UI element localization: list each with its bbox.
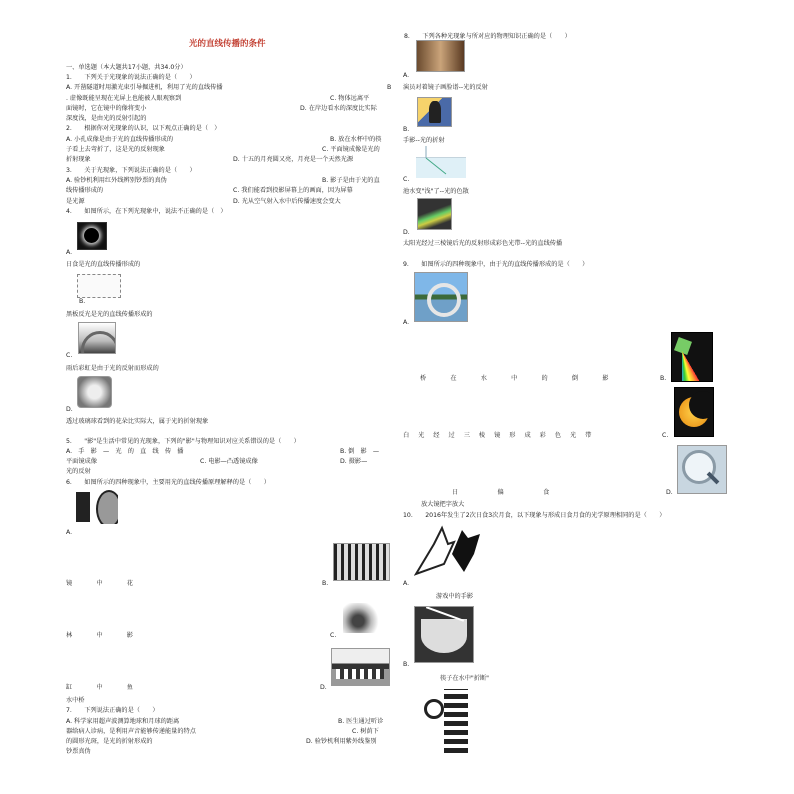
q2-option-b: B. 放在水杯中的筷 [330,136,382,143]
q7-option-b: B. 医生通过听诊 [338,718,384,725]
q2-stem: 2. 根据你对光现象的认识，以下观点正确的是（ ） [66,125,221,132]
q6-option-c-letter: C. [330,632,337,639]
q7-option-d: D. 验钞机利用紫外线鉴别 [306,738,377,745]
q4-option-c-letter: C. [66,352,73,359]
q9-option-c: 日 偏 食 [452,489,559,496]
q2-line4: 折射现象 [66,156,91,163]
q5-line3: 光的反射 [66,468,91,475]
q3-option-b: B. 影子是由于光的直 [322,177,380,184]
q4-stem: 4. 如图所示，在下列光现象中，说法不正确的是（ ） [66,208,227,215]
q9-image-bridge-reflection [414,272,468,322]
q1-option-d: D. 在岸边看水的深度比实际 [300,105,377,112]
q2-line3: 子看上去弯折了，这是光的反射现象 [66,146,165,153]
q10-image-chopsticks-in-water [414,606,474,663]
q10-image-swan-shadow [414,689,472,753]
q4-image-blackboard [77,274,121,298]
q8-option-d: 太阳光经过三棱镜后光的反射形成彩色光带--光的直线传播 [403,240,563,247]
q6-stem: 6. 如图所示的四种现象中，主要用光的直线传播原理解释的是（ ） [66,479,270,486]
q1-option-c: C. 物体远离平 [330,95,370,102]
q10-option-b-letter: B. [403,661,410,668]
q7-option-a: A. 科学家用超声波测算地球和月球的距离 [66,718,180,725]
q1-option-b: . 虚像既能呈现在光屏上也能被人眼观察到 [66,95,182,102]
q6-image-fish-tank [343,603,381,633]
q9-option-b-letter: B. [660,375,667,382]
q8-option-b-letter: B. [403,126,410,133]
q6-option-a-letter: A. [66,529,73,536]
q6-option-b-letter: B. [322,580,329,587]
q10-option-b: 筷子在水中"折断" [440,675,490,682]
q9-option-a-letter: A. [403,319,410,326]
q7-line3: 器给病人诊病，是利用声音能够传递能量的特点 [66,728,196,735]
q8-option-a: 演员对着镜子画脸谱--光的反射 [403,84,488,91]
q4-option-b-letter: B. [79,298,86,305]
q9-option-a: 桥 在 水 中 的 倒 影 [420,375,618,382]
q2-option-c: C. 平面镜成像是光的 [322,146,380,153]
section-heading: 一、单选题（本大题共17小题，共34.0分） [66,64,187,71]
q10-stem: 10. 2016年发生了2次日食3次月食，以下现象与形成日食月食的光学原理相同的是（ ） [403,512,666,519]
q9-option-d-letter: D. [666,489,673,496]
q8-image-mirror-painting [416,40,465,72]
q4-option-d: 透过玻璃球看到的花朵比实际大，属于光的折射现象 [66,418,209,425]
q8-image-prism [417,198,452,230]
q5-stem: 5. "影"是生活中常见的光现象，下列的"影"与物理知识对应关系错误的是（ ） [66,438,300,445]
q4-image-solar-eclipse [77,222,107,250]
q6-image-mirror-flower [76,490,118,524]
q3-stem: 3. 关于光现象，下列说法正确的是（ ） [66,167,196,174]
q7-line4: 的圆形光斑，是光的折射形成的 [66,738,153,745]
q4-option-d-letter: D. [66,406,73,413]
q8-stem: 8. 下列各种光现象与所对应的物理知识正确的是（ ） [404,33,571,40]
q6-image-forest-shadow [333,543,390,581]
q1-stem: 1. 下列关于光现象的说法正确的是（ ） [66,74,196,81]
q9-option-d: 放大镜把字放大 [421,501,465,508]
q8-image-hand-shadow [417,97,452,127]
q5-option-d: D. 摄影— [340,458,368,465]
q5-option-b: B. 倒 影 — [340,448,380,455]
q10-option-a-letter: A. [403,580,410,587]
q1-line4: 深度浅，是由光的反射引起的 [66,115,147,122]
q5-line2: 平面镜成像 [66,458,97,465]
q9-option-b: 白光经过三棱镜形成彩色光带 [403,432,601,439]
q6-option-c: 缸 中 鱼 [66,684,142,691]
q3-line4: 是光源 [66,198,85,205]
q4-option-b: 黑板反光是光的直线传播形成的 [66,311,153,318]
q3-option-a: A. 验钞机利用红外线辨别钞票的真伪 [66,177,167,184]
q4-image-rainbow [78,322,116,354]
q8-option-b: 手影--光的折射 [403,137,445,144]
q9-image-prism-spectrum [671,332,713,382]
q6-option-d-letter: D. [320,684,327,691]
q9-image-magnifier [677,445,727,494]
q1-option-a: A. 开凿隧道时用激光束引导掘进机，利用了光的直线传播 [66,84,223,91]
q10-image-hand-shadow [414,524,482,581]
q7-stem: 7. 下列说法正确的是（ ） [66,707,159,714]
q1-line3: 面镜时，它在镜中的像将变小 [66,105,147,112]
q8-option-a-letter: A. [403,72,410,79]
q4-option-a: 日食是光的直线传播形成的 [66,261,141,268]
q6-option-d: 水中桥 [66,697,85,704]
q8-option-d-letter: D. [403,229,410,236]
q4-option-c: 雨后彩虹是由于光的反射而形成的 [66,365,159,372]
q3-option-d: D. 光从空气射入水中后传播速度会变大 [233,198,341,205]
q3-option-c: C. 我们能看到投影屏幕上的画面，因为屏幕 [233,187,353,194]
q9-stem: 9. 如图所示的四种现象中，由于光的直线传播形成的是（ ） [403,261,589,268]
q7-line5: 钞票真伪 [66,748,91,755]
q2-option-d: D. 十五的月亮圆又亮，月亮是一个天然光源 [233,156,354,163]
q2-option-a: A. 小孔成像是由于光的直线传播形成的 [66,136,174,143]
q6-option-b: 林 中 影 [66,632,142,639]
q9-image-partial-eclipse [674,387,714,437]
q7-option-c: C. 树荫下 [352,728,379,735]
q5-option-a: A. 手 影 — 光 的 直 线 传 播 [66,448,184,455]
q10-option-a: 游戏中的手影 [436,593,474,600]
q1-option-b-letter: B [387,84,392,91]
q8-image-pool-refraction [416,146,466,178]
q9-option-c-letter: C. [662,432,669,439]
q4-option-a-letter: A. [66,249,73,256]
q8-option-c-letter: C. [403,176,410,183]
q3-line3: 线传播形成的 [66,187,104,194]
q4-image-glass-ball [77,376,112,408]
q6-option-a: 镜 中 花 [66,580,142,587]
q8-option-c: 池水变"浅"了--光的色散 [403,188,469,195]
q5-option-c: C. 电影—凸透镜成像 [200,458,258,465]
q6-image-bridge-reflection [331,648,390,686]
page-title: 光的直线传播的条件 [189,39,266,49]
